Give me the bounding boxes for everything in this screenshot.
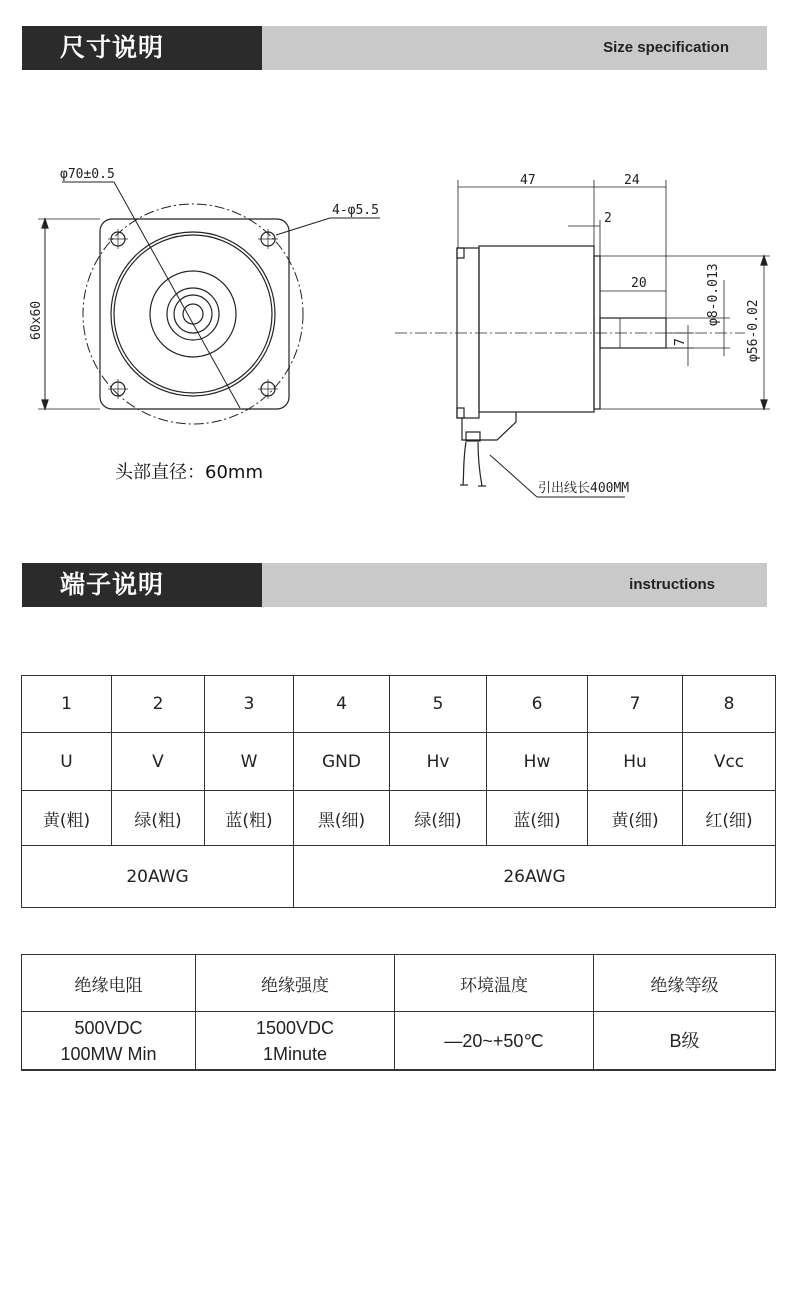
dim-body-length: 47 [520,173,536,188]
dim-flat-depth: 7 [673,338,688,346]
wire-color: 黄(细) [588,791,683,846]
insulation-spec-table [21,954,776,1071]
dim-mount-holes: 4-φ5.5 [332,203,379,218]
pin-number: 6 [487,676,588,733]
section-title: 尺寸说明 [60,33,165,62]
section-title: 端子说明 [60,570,165,599]
table-row-pin-numbers [22,676,776,733]
dim-shaft-diameter: φ8-0.013 [706,263,721,326]
pin-signal: W [205,733,294,791]
pin-number: 5 [390,676,487,733]
pin-signal: Hw [487,733,588,791]
pin-number: 4 [294,676,390,733]
value-line: 1500VDC [255,1017,335,1038]
pin-number: 7 [588,676,683,733]
value-line: 100MW Min [60,1043,157,1064]
dim-square-size: 60x60 [29,300,44,340]
pin-signal: GND [294,733,390,791]
wire-color: 蓝(粗) [205,791,294,846]
dim-outer-diameter: φ70±0.5 [60,167,115,182]
side-view [395,180,770,497]
table-row-wire-colors [22,791,776,846]
head-diameter-caption: 头部直径：60mm [115,462,263,483]
wire-color: 黄(粗) [22,791,112,846]
insulation-class-value: B级 [594,1012,776,1071]
pin-number: 1 [22,676,112,733]
pin-signal: U [22,733,112,791]
wire-gauge-thin: 26AWG [294,846,776,908]
section-subtitle: instructions [629,576,715,593]
wire-color: 红(细) [683,791,776,846]
insulation-resistance-value [22,1012,196,1071]
value-line: 1Minute [262,1043,328,1064]
pin-signal: Vcc [683,733,776,791]
table-row-headers [22,955,776,1012]
section-header-terminals [22,563,767,607]
wire-color: 绿(粗) [112,791,205,846]
dim-pilot-diameter: φ56-0.02 [746,299,761,362]
pin-number: 2 [112,676,205,733]
header-ambient-temp: 环境温度 [395,955,594,1012]
dim-flat-length: 20 [631,276,647,291]
table-row-wire-gauges [22,846,776,908]
table-row-values [22,1012,776,1071]
wire-color: 蓝(细) [487,791,588,846]
lead-length-note: 引出线长400MM [538,481,630,496]
header-insulation-resistance: 绝缘电阻 [22,955,196,1012]
pin-signal: Hu [588,733,683,791]
header-insulation-class: 绝缘等级 [594,955,776,1012]
ambient-temp-value: —20~+50℃ [395,1012,594,1071]
header-dielectric-strength: 绝缘强度 [196,955,395,1012]
motor-dimension-drawing [0,140,790,510]
pin-signal: Hv [390,733,487,791]
wire-color: 黑(细) [294,791,390,846]
terminal-pin-table [21,675,776,908]
front-view [38,182,380,424]
section-header-size [22,26,767,70]
wire-color: 绿(细) [390,791,487,846]
section-subtitle: Size specification [603,39,729,56]
pin-signal: V [112,733,205,791]
wire-gauge-thick: 20AWG [22,846,294,908]
pin-number: 3 [205,676,294,733]
value-line: 500VDC [74,1017,143,1038]
dim-shaft-length: 24 [624,173,640,188]
pin-number: 8 [683,676,776,733]
dielectric-strength-value [196,1012,395,1071]
table-row-signals [22,733,776,791]
dim-flange: 2 [604,211,612,226]
